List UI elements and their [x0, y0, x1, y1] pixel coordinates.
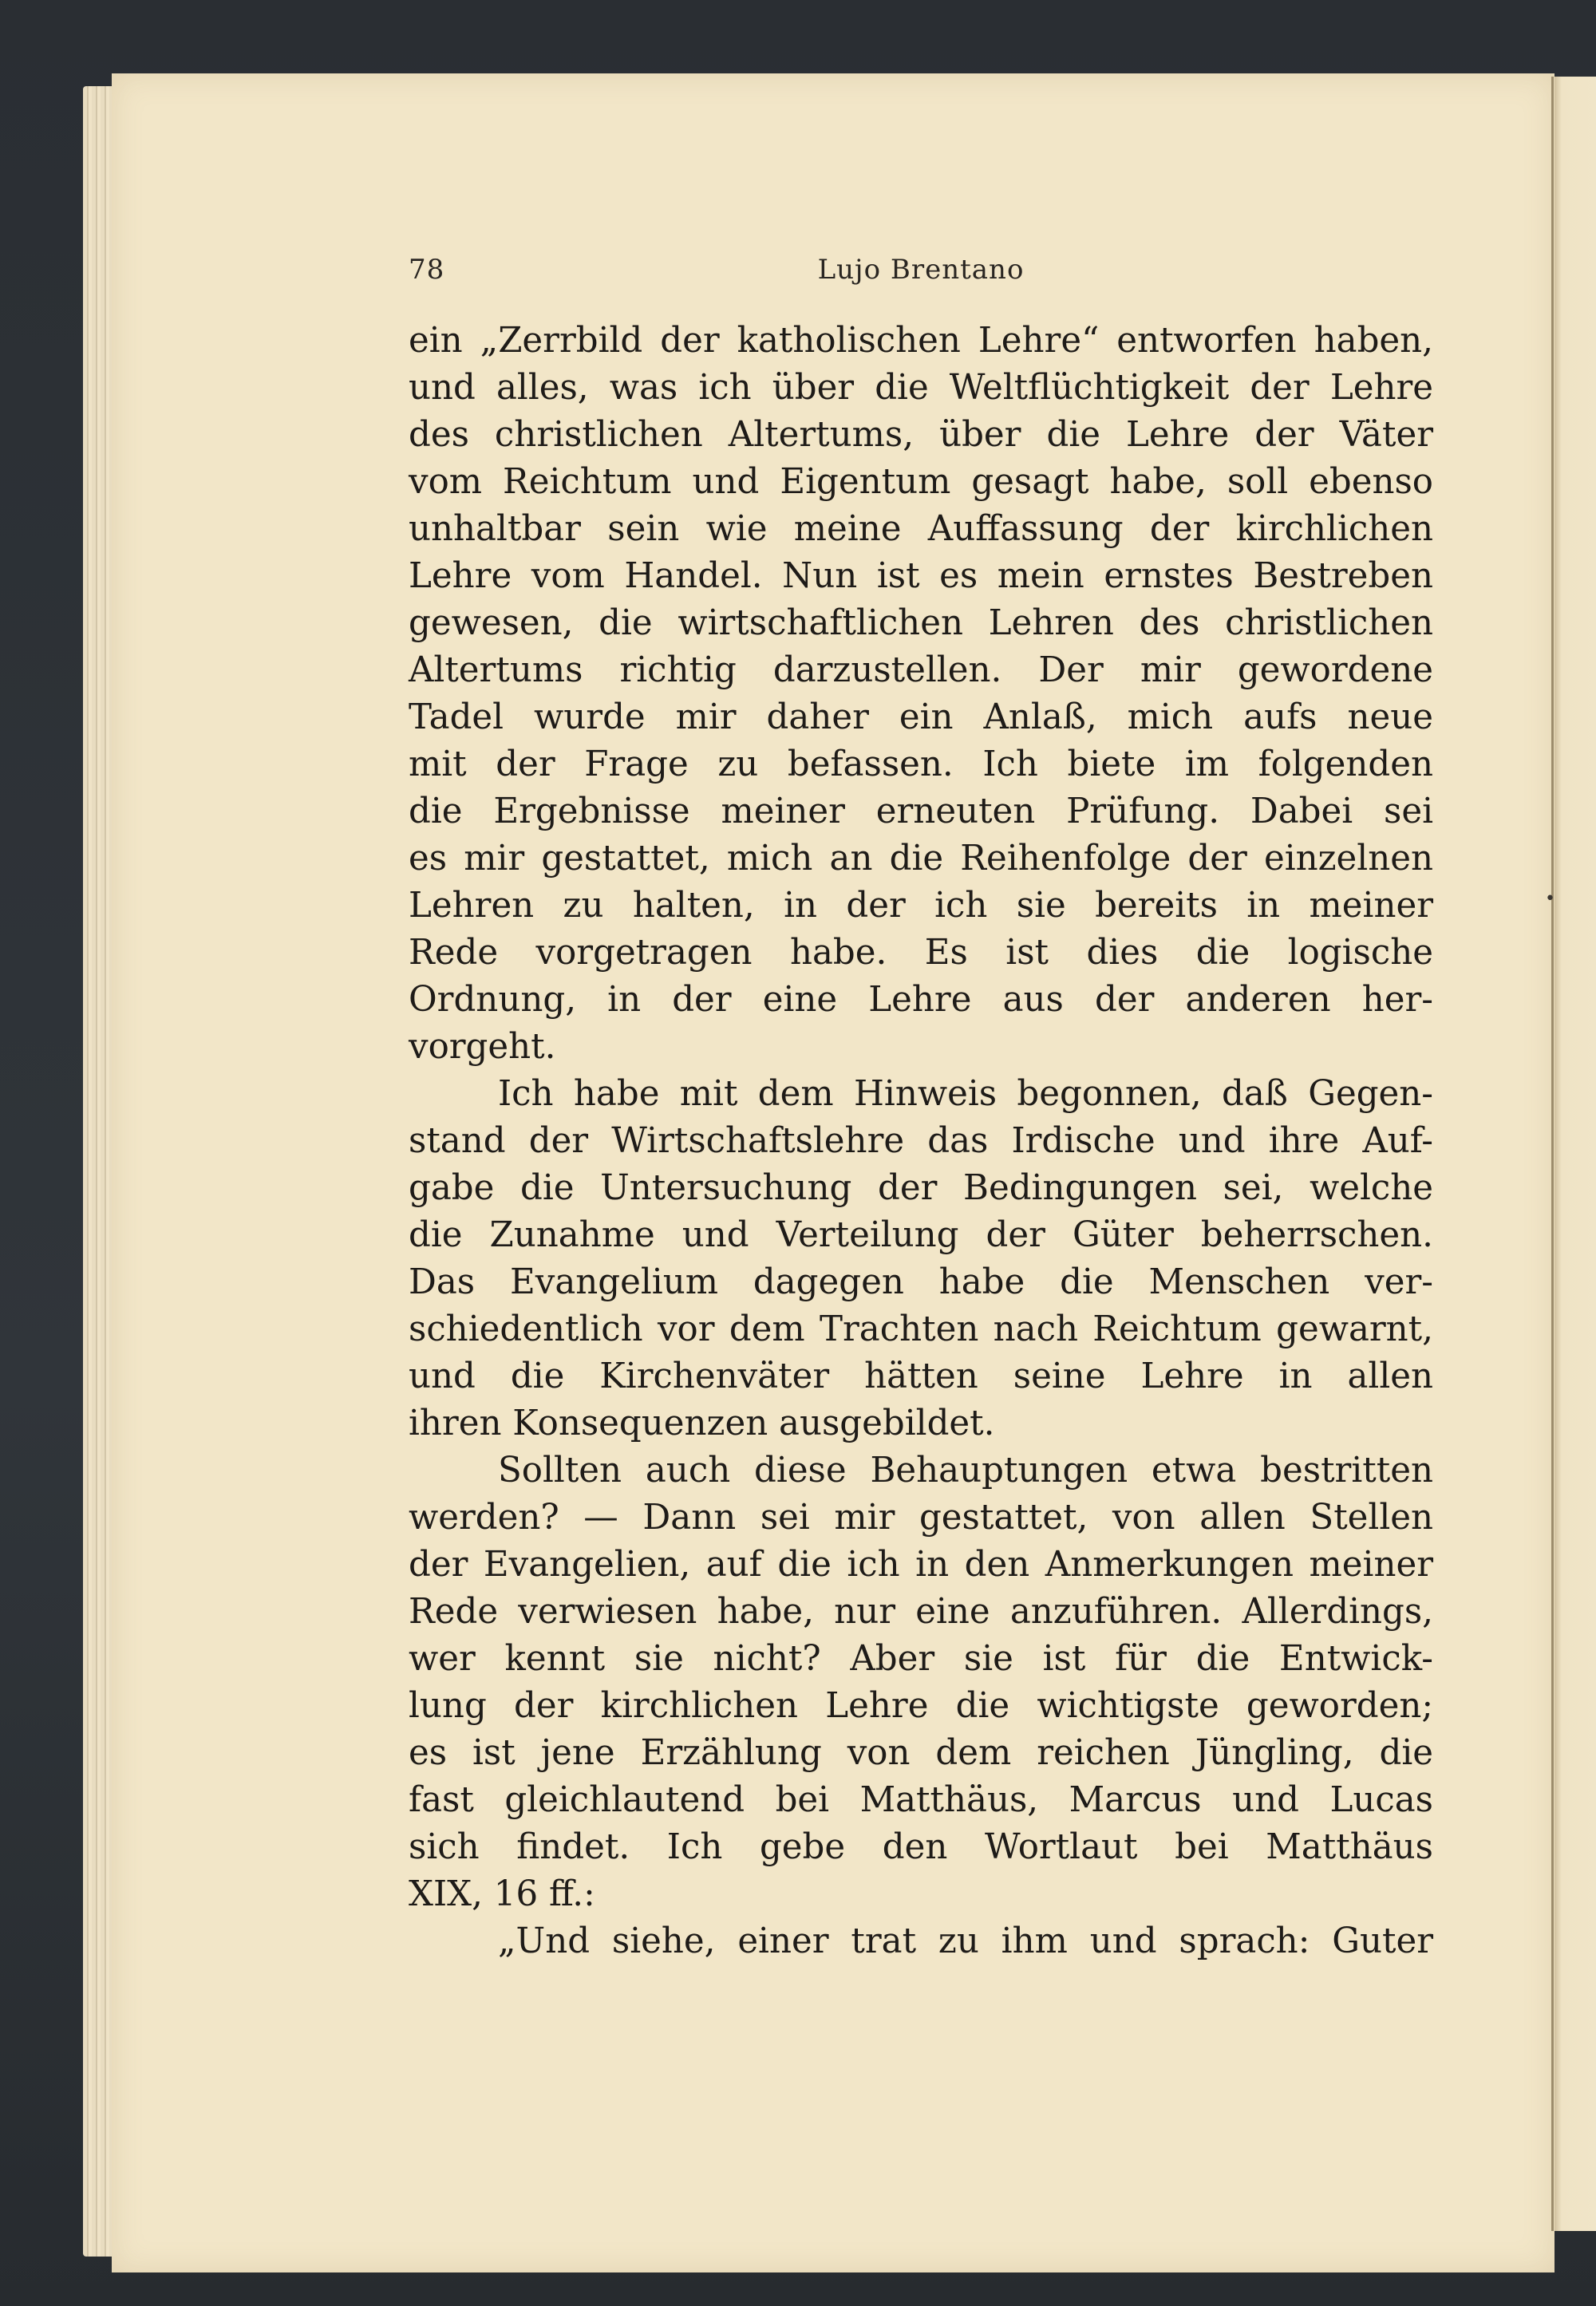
- text-line: mit der Frage zu befassen. Ich biete im folgenden: [409, 744, 1433, 784]
- text-line: Rede vorgetragen habe. Es ist dies die logische: [409, 933, 1433, 973]
- text-line: es ist jene Erzählung von dem reichen Jüngling, die: [409, 1733, 1433, 1773]
- text-line: werden? — Dann sei mir gestattet, von allen Stellen: [409, 1498, 1433, 1538]
- text-line: wer kennt sie nicht? Aber sie ist für die Entwick-: [409, 1639, 1433, 1679]
- text-line: und alles, was ich über die Weltflüchtigkeit der Lehre: [409, 368, 1433, 408]
- text-line: und die Kirchenväter hätten seine Lehre in allen: [409, 1356, 1433, 1396]
- text-line: ein „Zerrbild der katholischen Lehre“ entworfen haben,: [409, 321, 1433, 361]
- text-line: die Zunahme und Verteilung der Güter beherrschen.: [409, 1215, 1433, 1255]
- text-line: sich findet. Ich gebe den Wortlaut bei Matthäus: [409, 1827, 1433, 1867]
- text-line: vom Reichtum und Eigentum gesagt habe, soll ebenso: [409, 462, 1433, 502]
- text-line: Altertums richtig darzustellen. Der mir gewordene: [409, 650, 1433, 690]
- text-line: des christlichen Altertums, über die Lehre der Väter: [409, 415, 1433, 455]
- text-line: Ich habe mit dem Hinweis begonnen, daß Gegen-: [498, 1074, 1433, 1114]
- text-line: die Ergebnisse meiner erneuten Prüfung. Dabei sei: [409, 792, 1433, 831]
- text-line: Lehren zu halten, in der ich sie bereits in meiner: [409, 886, 1433, 926]
- text-line: es mir gestattet, mich an die Reihenfolge der einzelnen: [409, 839, 1433, 879]
- text-line: Rede verwiesen habe, nur eine anzuführen. Allerdings,: [409, 1592, 1433, 1632]
- margin-mark: •: [1545, 889, 1555, 909]
- facing-page-edge: [1553, 77, 1596, 2231]
- text-line: vorgeht.: [409, 1027, 556, 1067]
- text-line: ihren Konsequenzen ausgebildet.: [409, 1404, 995, 1443]
- page-header: [409, 254, 1433, 294]
- text-line: „Und siehe, einer trat zu ihm und sprach: Guter: [498, 1921, 1433, 1961]
- text-line: unhaltbar sein wie meine Auffassung der kirchlichen: [409, 509, 1433, 549]
- text-line: Lehre vom Handel. Nun ist es mein ernstes Bestreben: [409, 556, 1433, 596]
- body-text: [409, 318, 1433, 1965]
- text-line: Tadel wurde mir daher ein Anlaß, mich aufs neue: [409, 697, 1433, 737]
- text-line: stand der Wirtschaftslehre das Irdische und ihre Auf-: [409, 1121, 1433, 1161]
- text-line: fast gleichlautend bei Matthäus, Marcus und Lucas: [409, 1780, 1433, 1820]
- text-line: gewesen, die wirtschaftlichen Lehren des christlichen: [409, 603, 1433, 643]
- gutter-line: [1551, 77, 1554, 2231]
- running-head: Lujo Brentano: [817, 254, 1025, 286]
- text-line: Sollten auch diese Behauptungen etwa bestritten: [498, 1451, 1433, 1491]
- text-line: Das Evangelium dagegen habe die Menschen ver-: [409, 1262, 1433, 1302]
- text-line: gabe die Untersuchung der Bedingungen sei, welche: [409, 1168, 1433, 1208]
- text-line: XIX, 16 ff.:: [409, 1874, 595, 1914]
- text-line: der Evangelien, auf die ich in den Anmerkungen meiner: [409, 1545, 1433, 1585]
- text-line: schiedentlich vor dem Trachten nach Reichtum gewarnt,: [409, 1309, 1433, 1349]
- text-line: Ordnung, in der eine Lehre aus der anderen her-: [409, 980, 1433, 1020]
- text-line: lung der kirchlichen Lehre die wichtigste geworden;: [409, 1686, 1433, 1726]
- page-number: 78: [409, 254, 445, 286]
